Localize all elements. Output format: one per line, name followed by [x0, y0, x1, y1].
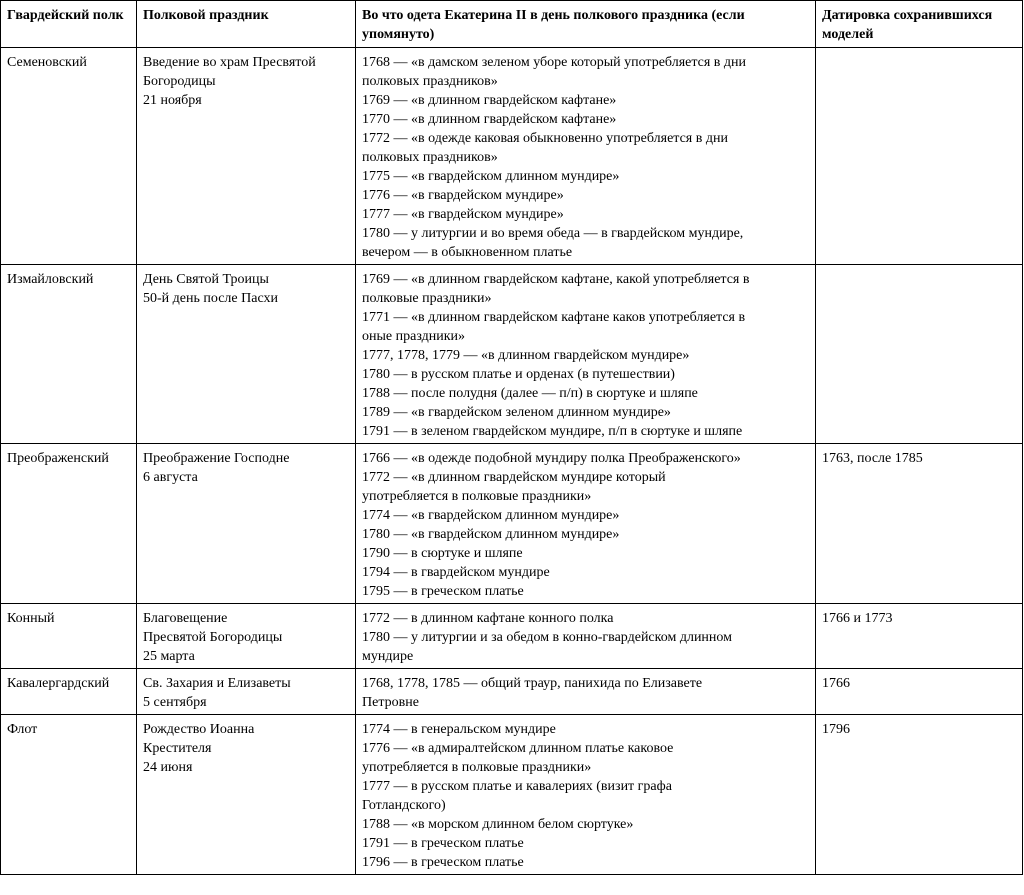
dress-line: 1769 — «в длинном гвардейском кафтане»	[362, 93, 617, 108]
dating-cell: 1766 и 1773	[816, 604, 1023, 669]
table-row	[1, 265, 1023, 444]
regiment-cell: Кавалергардский	[1, 669, 137, 715]
holiday-line: Благовещение	[143, 611, 228, 626]
dress-line: полковые праздники»	[362, 291, 492, 306]
regiment-cell: Семеновский	[1, 48, 137, 265]
holiday-line: 24 июня	[143, 760, 193, 775]
dress-line: 1794 — в гвардейском мундире	[362, 565, 550, 580]
holiday-cell	[137, 265, 356, 444]
dress-line: 1790 — в сюртуке и шляпе	[362, 546, 523, 561]
holiday-line: День Святой Троицы	[143, 272, 269, 287]
holiday-line: Введение во храм Пресвятой	[143, 55, 316, 70]
regiment-cell: Флот	[1, 715, 137, 875]
dress-line: мундире	[362, 649, 414, 664]
holiday-line: Пресвятой Богородицы	[143, 630, 283, 645]
regiment-cell: Преображенский	[1, 444, 137, 604]
dress-line: 1776 — «в гвардейском мундире»	[362, 188, 564, 203]
dress-cell	[356, 715, 816, 875]
dress-line: 1774 — «в гвардейском длинном мундире»	[362, 508, 620, 523]
dress-line: 1796 — в греческом платье	[362, 855, 524, 870]
dress-line: 1795 — в греческом платье	[362, 584, 524, 599]
dress-cell	[356, 265, 816, 444]
table-row	[1, 444, 1023, 604]
dress-line: 1769 — «в длинном гвардейском кафтане, какой употребляется в	[362, 272, 750, 287]
holiday-cell	[137, 669, 356, 715]
dress-line: 1777, 1778, 1779 — «в длинном гвардейском мундире»	[362, 348, 690, 363]
dress-line: вечером — в обыкновенном платье	[362, 245, 573, 260]
dress-line: 1770 — «в длинном гвардейском кафтане»	[362, 112, 617, 127]
holiday-line: Богородицы	[143, 74, 216, 89]
holiday-line: 21 ноября	[143, 93, 202, 108]
table-row	[1, 48, 1023, 265]
dress-line: 1780 — «в гвардейском длинном мундире»	[362, 527, 620, 542]
holiday-line: 6 августа	[143, 470, 198, 485]
header-dress: Во что одета Екатерина II в день полкового праздника (если упомянуто)	[356, 1, 816, 48]
dress-line: 1768 — «в дамском зеленом уборе который употребляется в дни	[362, 55, 747, 70]
dress-cell	[356, 604, 816, 669]
dress-line: 1780 — в русском платье и орденах (в путешествии)	[362, 367, 675, 382]
dress-line: 1775 — «в гвардейском длинном мундире»	[362, 169, 620, 184]
table-row	[1, 669, 1023, 715]
table-row	[1, 604, 1023, 669]
holiday-cell	[137, 604, 356, 669]
dress-line: 1771 — «в длинном гвардейском кафтане каков употребляется в	[362, 310, 746, 325]
dress-cell	[356, 444, 816, 604]
holiday-line: Св. Захария и Елизаветы	[143, 676, 291, 691]
dress-cell	[356, 669, 816, 715]
header-regiment: Гвардейский полк	[1, 1, 137, 48]
dress-line: 1788 — после полудня (далее — п/п) в сюртуке и шляпе	[362, 386, 698, 401]
dress-line: Петровне	[362, 695, 419, 710]
header-row	[1, 1, 1023, 48]
header-dating: Датировка сохранившихся моделей	[816, 1, 1023, 48]
dress-line: 1772 — «в одежде каковая обыкновенно употребляется в дни	[362, 131, 728, 146]
dress-line: 1791 — в греческом платье	[362, 836, 524, 851]
dress-line: 1788 — «в морском длинном белом сюртуке»	[362, 817, 634, 832]
dress-line: употребляется в полковые праздники»	[362, 489, 592, 504]
dress-line: 1789 — «в гвардейском зеленом длинном мундире»	[362, 405, 671, 420]
table-body	[1, 48, 1023, 875]
dress-line: 1766 — «в одежде подобной мундиру полка Преображенского»	[362, 451, 741, 466]
dress-line: 1780 — у литургии и за обедом в конно-гвардейском длинном	[362, 630, 733, 645]
dating-cell	[816, 265, 1023, 444]
dress-line: полковых праздников»	[362, 74, 498, 89]
header-holiday: Полковой праздник	[137, 1, 356, 48]
dress-line: 1772 — «в длинном гвардейском мундире который	[362, 470, 666, 485]
dating-cell: 1763, после 1785	[816, 444, 1023, 604]
dating-cell: 1766	[816, 669, 1023, 715]
dress-line: оные праздники»	[362, 329, 465, 344]
dress-line: 1791 — в зеленом гвардейском мундире, п/п в сюртуке и шляпе	[362, 424, 743, 439]
dress-line: 1772 — в длинном кафтане конного полка	[362, 611, 614, 626]
dress-line: 1777 — в русском платье и кавалериях (визит графа	[362, 779, 672, 794]
holiday-line: Преображение Господне	[143, 451, 290, 466]
holiday-cell	[137, 444, 356, 604]
regiment-cell: Измайловский	[1, 265, 137, 444]
dress-line: употребляется в полковые праздники»	[362, 760, 592, 775]
dating-cell	[816, 48, 1023, 265]
holiday-cell	[137, 715, 356, 875]
dress-line: полковых праздников»	[362, 150, 498, 165]
holiday-cell	[137, 48, 356, 265]
dress-line: Готландского)	[362, 798, 446, 813]
holiday-line: Рождество Иоанна	[143, 722, 255, 737]
holiday-line: 50-й день после Пасхи	[143, 291, 278, 306]
dress-line: 1768, 1778, 1785 — общий траур, панихида по Елизавете	[362, 676, 703, 691]
dress-line: 1780 — у литургии и во время обеда — в гвардейском мундире,	[362, 226, 744, 241]
dress-cell	[356, 48, 816, 265]
regiment-cell: Конный	[1, 604, 137, 669]
holiday-line: Крестителя	[143, 741, 212, 756]
dress-line: 1774 — в генеральском мундире	[362, 722, 556, 737]
dating-cell: 1796	[816, 715, 1023, 875]
table-row	[1, 715, 1023, 875]
holiday-line: 25 марта	[143, 649, 195, 664]
holiday-line: 5 сентября	[143, 695, 207, 710]
dress-line: 1776 — «в адмиралтейском длинном платье каковое	[362, 741, 674, 756]
dress-line: 1777 — «в гвардейском мундире»	[362, 207, 564, 222]
